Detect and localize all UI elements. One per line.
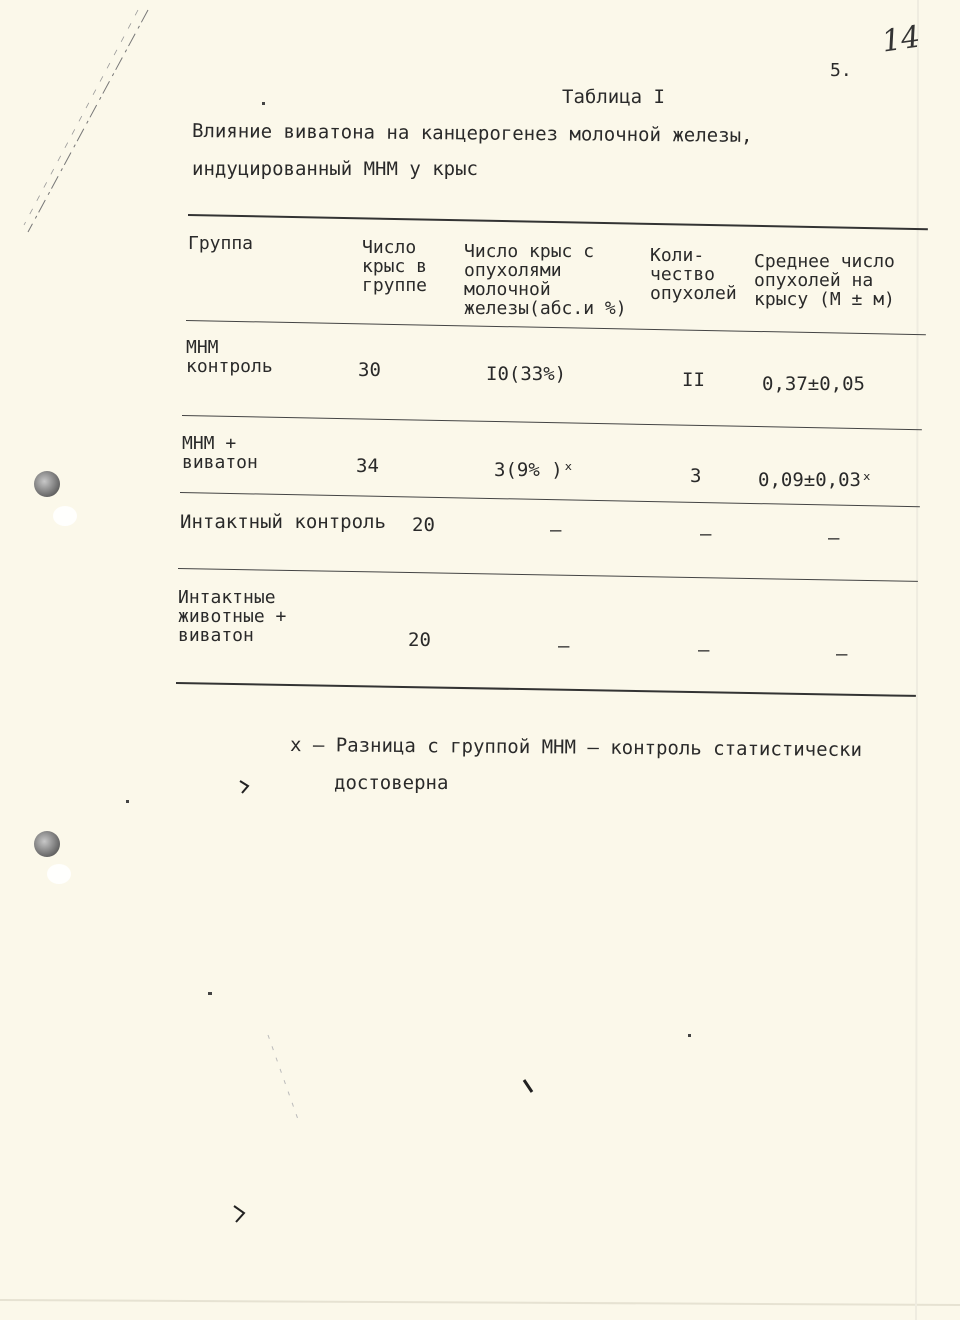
row1-tumors: II	[682, 369, 705, 391]
row4-rats: 20	[408, 629, 431, 651]
row4-mean: –	[836, 643, 848, 665]
speck	[126, 800, 129, 803]
handwritten-page-number: 14	[879, 19, 923, 60]
header-mean-tumors: Среднее число опухолей на крысу (М ± м)	[754, 251, 895, 310]
table-caption-line1: Влияние виватона на канцерогенез молочной железы,	[191, 120, 753, 147]
header-rats-in-group: Число крыс в группе	[362, 237, 428, 296]
row2-with-tumors: 3(9% )ˣ	[494, 459, 575, 481]
speck	[262, 102, 265, 105]
header-tumor-count: Коли- чество опухолей	[650, 245, 737, 304]
punch-hole-shadow	[47, 864, 71, 884]
row1-mean: 0,37±0,05	[762, 373, 865, 395]
row3-rats: 20	[412, 514, 435, 536]
row3-tumors: –	[700, 523, 712, 545]
row1-rats: 30	[358, 359, 381, 381]
footnote-line2: достоверна	[334, 772, 449, 794]
row2-rats: 34	[356, 455, 379, 477]
punch-hole	[34, 471, 60, 497]
row3-mean: –	[828, 527, 840, 549]
row2-tumors: 3	[690, 465, 702, 487]
punch-hole-shadow	[53, 506, 77, 526]
footnote-line1: x – Разница с группой МНМ – контроль статистически	[289, 734, 863, 761]
row3-group: Интактный контроль	[180, 511, 386, 533]
row2-group: МНМ + виватон	[182, 433, 258, 473]
page-number: 5.	[830, 60, 852, 81]
row4-with-tumors: –	[558, 635, 570, 657]
table-title: Таблица I	[562, 86, 665, 108]
speck	[688, 1034, 691, 1037]
header-rats-with-tumors: Число крыс с опухолями молочной железы(абс.и %)	[464, 241, 627, 319]
row1-with-tumors: I0(33%)	[486, 363, 567, 385]
speck	[208, 992, 212, 995]
row4-tumors: –	[698, 639, 710, 661]
row3-with-tumors: –	[550, 519, 562, 541]
table-caption-line2: индуцированный МНМ у крыс	[192, 158, 478, 180]
punch-hole	[34, 831, 60, 857]
row4-group: Интактные животные + виватон	[178, 587, 287, 646]
row1-group: МНМ контроль	[186, 337, 273, 377]
row2-mean: 0,09±0,03ˣ	[758, 469, 873, 491]
header-group: Группа	[188, 233, 254, 254]
